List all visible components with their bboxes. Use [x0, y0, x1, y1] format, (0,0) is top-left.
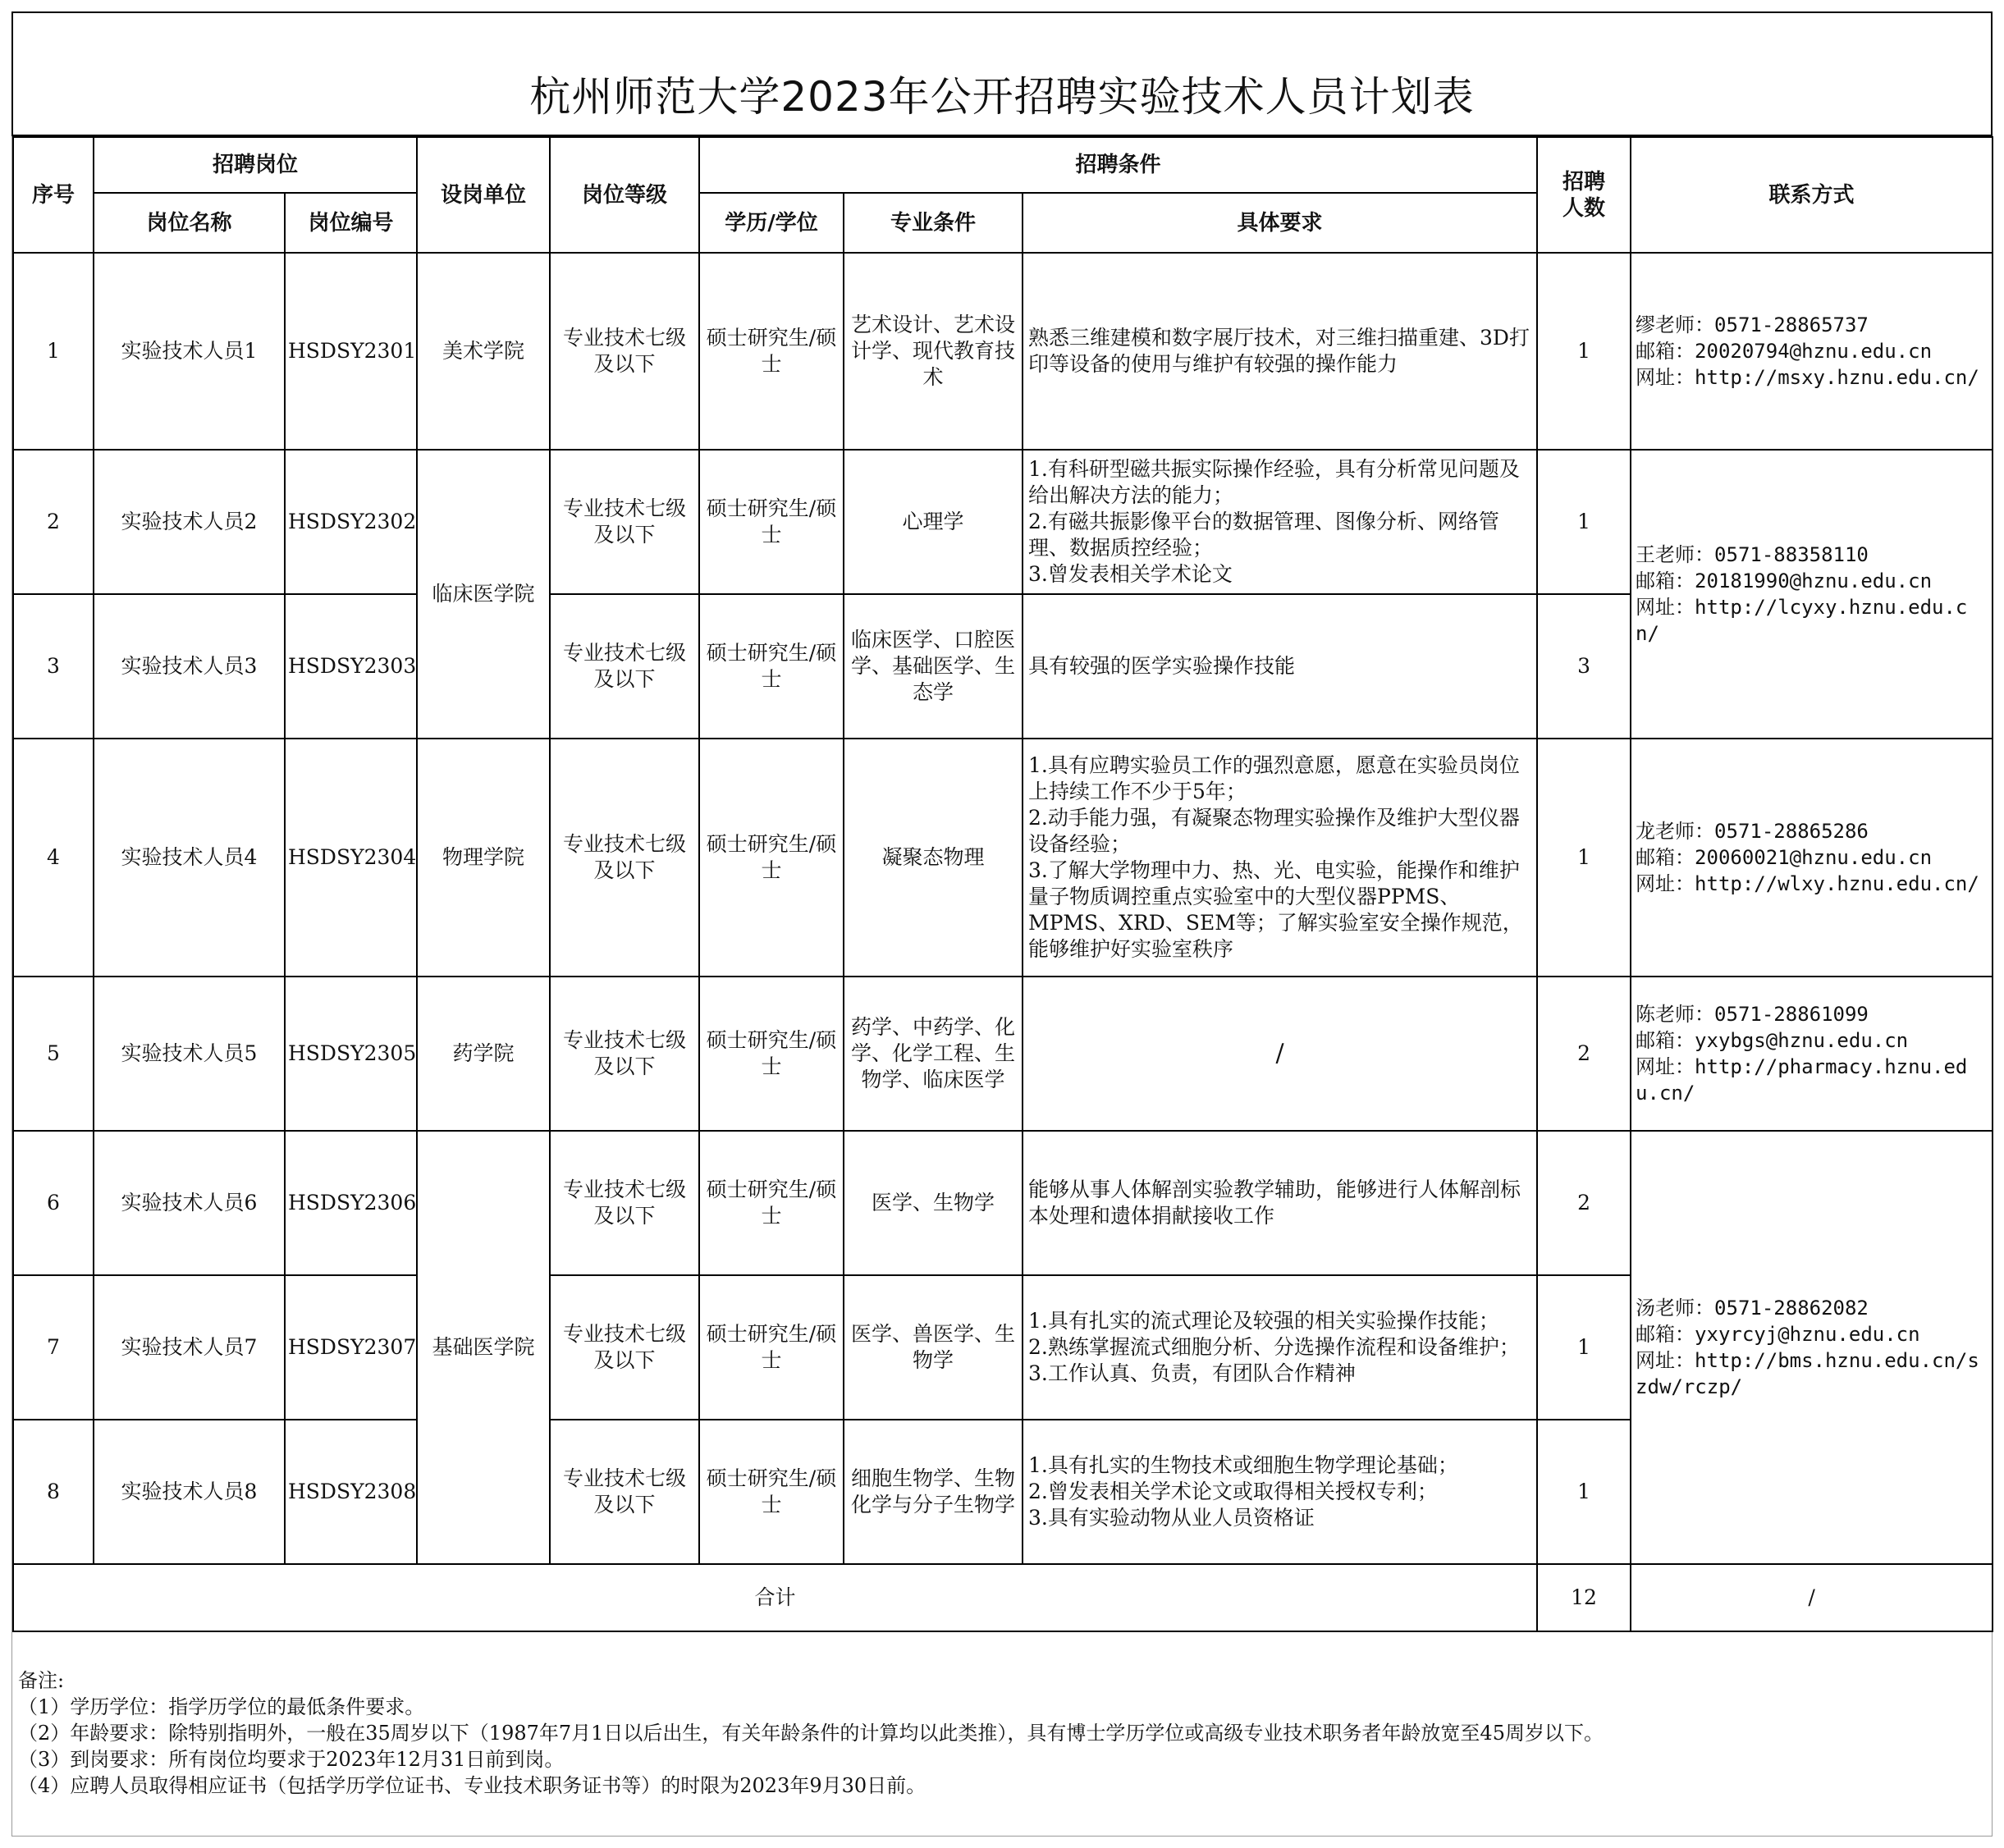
post-code-cell: HSDSY2303: [285, 594, 417, 739]
header-count-line1: 招聘: [1562, 169, 1606, 194]
education-cell: 硕士研究生/硕士: [699, 1275, 844, 1420]
unit-cell: 临床医学院: [417, 450, 550, 739]
header-education: 学历/学位: [699, 193, 844, 253]
recruitment-plan-table: [12, 136, 1993, 1632]
contact-cell: [1631, 1131, 1993, 1564]
requirement-line: 1.具有扎实的流式理论及较强的相关实验操作技能；: [1028, 1309, 1499, 1333]
requirements-cell: [1023, 1131, 1537, 1275]
grade-cell: 专业技术七级及以下: [550, 450, 699, 594]
header-requirements: 具体要求: [1023, 193, 1537, 253]
post-name-cell: 实验技术人员8: [94, 1420, 285, 1564]
header-contact: 联系方式: [1631, 137, 1993, 253]
title-box: [11, 11, 1993, 136]
contact-teacher: 龙老师：0571-28865286: [1636, 820, 1869, 843]
seq-cell: 1: [13, 253, 94, 450]
education-cell: 硕士研究生/硕士: [699, 253, 844, 450]
unit-cell: 药学院: [417, 977, 550, 1131]
notes-section: [18, 1667, 1604, 1799]
major-cell: 药学、中药学、化学、化学工程、生物学、临床医学: [844, 977, 1023, 1131]
post-name-cell: 实验技术人员3: [94, 594, 285, 739]
note-item: （3）到岗要求：所有岗位均要求于2023年12月31日前到岗。: [18, 1748, 565, 1771]
header-post-group: 招聘岗位: [94, 137, 417, 193]
total-count: 12: [1537, 1564, 1631, 1631]
seq-cell: 6: [13, 1131, 94, 1275]
post-name-cell: 实验技术人员5: [94, 977, 285, 1131]
contact-email[interactable]: 邮箱：yxybgs@hznu.edu.cn: [1636, 1029, 1909, 1052]
contact-cell: [1631, 253, 1993, 450]
contact-email[interactable]: 邮箱：20060021@hznu.edu.cn: [1636, 846, 1933, 869]
count-cell: 1: [1537, 253, 1631, 450]
post-code-cell: HSDSY2307: [285, 1275, 417, 1420]
major-cell: 艺术设计、艺术设计学、现代教育技术: [844, 253, 1023, 450]
contact-website[interactable]: 网址：http://msxy.hznu.edu.cn/: [1636, 366, 1979, 389]
header-grade: 岗位等级: [550, 137, 699, 253]
requirement-line: 1.有科研型磁共振实际操作经验，具有分析常见问题及给出解决方法的能力；: [1028, 457, 1520, 507]
contact-email[interactable]: 邮箱：20181990@hznu.edu.cn: [1636, 569, 1933, 592]
contact-cell: [1631, 977, 1993, 1131]
education-cell: 硕士研究生/硕士: [699, 1131, 844, 1275]
contact-website[interactable]: 网址：http://pharmacy.hznu.edu.cn/: [1636, 1055, 1968, 1105]
seq-cell: 7: [13, 1275, 94, 1420]
seq-cell: 2: [13, 450, 94, 594]
notes-heading: 备注:: [18, 1669, 65, 1692]
grade-cell: 专业技术七级及以下: [550, 977, 699, 1131]
count-cell: 2: [1537, 1131, 1631, 1275]
count-cell: 1: [1537, 450, 1631, 594]
table-row: [13, 450, 1993, 594]
post-code-cell: HSDSY2305: [285, 977, 417, 1131]
total-row: [13, 1564, 1993, 1631]
table-row: [13, 977, 1993, 1131]
contact-website[interactable]: 网址：http://lcyxy.hznu.edu.cn/: [1636, 596, 1968, 645]
requirement-line: 2.曾发表相关学术论文或取得相关授权专利；: [1028, 1480, 1438, 1503]
contact-website[interactable]: 网址：http://wlxy.hznu.edu.cn/: [1636, 872, 1979, 895]
contact-teacher: 陈老师：0571-28861099: [1636, 1003, 1869, 1026]
contact-email[interactable]: 邮箱：yxyrcyj@hznu.edu.cn: [1636, 1323, 1920, 1346]
unit-cell: 物理学院: [417, 739, 550, 977]
count-cell: 1: [1537, 739, 1631, 977]
education-cell: 硕士研究生/硕士: [699, 594, 844, 739]
post-code-cell: HSDSY2304: [285, 739, 417, 977]
requirement-line: 2.动手能力强，有凝聚态物理实验操作及维护大型仪器设备经验；: [1028, 806, 1520, 856]
requirement-line: 3.具有实验动物从业人员资格证: [1028, 1506, 1315, 1530]
total-label: 合计: [13, 1564, 1537, 1631]
grade-cell: 专业技术七级及以下: [550, 594, 699, 739]
major-cell: 医学、兽医学、生物学: [844, 1275, 1023, 1420]
major-cell: 凝聚态物理: [844, 739, 1023, 977]
education-cell: 硕士研究生/硕士: [699, 1420, 844, 1564]
contact-teacher: 汤老师：0571-28862082: [1636, 1297, 1869, 1320]
requirement-line: 3.工作认真、负责，有团队合作精神: [1028, 1361, 1356, 1385]
post-code-cell: HSDSY2306: [285, 1131, 417, 1275]
grade-cell: 专业技术七级及以下: [550, 253, 699, 450]
grade-cell: 专业技术七级及以下: [550, 739, 699, 977]
requirement-line: 2.有磁共振影像平台的数据管理、图像分析、网络管理、数据质控经验；: [1028, 510, 1499, 560]
major-cell: 细胞生物学、生物化学与分子生物学: [844, 1420, 1023, 1564]
major-cell: 心理学: [844, 450, 1023, 594]
seq-cell: 3: [13, 594, 94, 739]
header-count-line2: 人数: [1562, 195, 1606, 221]
seq-cell: 4: [13, 739, 94, 977]
major-cell: 临床医学、口腔医学、基础医学、生态学: [844, 594, 1023, 739]
table-row: [13, 739, 1993, 977]
requirement-line: 1.具有应聘实验员工作的强烈意愿，愿意在实验员岗位上持续工作不少于5年；: [1028, 753, 1520, 803]
education-cell: 硕士研究生/硕士: [699, 977, 844, 1131]
note-item: （1）学历学位：指学历学位的最低条件要求。: [18, 1695, 425, 1718]
table-row: [13, 1131, 1993, 1275]
requirements-cell: [1023, 594, 1537, 739]
note-item: （4）应聘人员取得相应证书（包括学历学位证书、专业技术职务证书等）的时限为2023年9月30日前。: [18, 1774, 927, 1797]
note-item: （2）年龄要求：除特别指明外，一般在35周岁以下（1987年7月1日以后出生，有关年龄条件的计算均以此类推），具有博士学历学位或高级专业技术职务者年龄放宽至45周岁以下。: [18, 1722, 1604, 1745]
requirements-cell: [1023, 253, 1537, 450]
requirement-line: 能够从事人体解剖实验教学辅助，能够进行人体解剖标本处理和遗体捐献接收工作: [1028, 1178, 1521, 1228]
requirements-cell: [1023, 739, 1537, 977]
seq-cell: 8: [13, 1420, 94, 1564]
contact-website[interactable]: 网址：http://bms.hznu.edu.cn/szdw/rczp/: [1636, 1349, 1979, 1398]
post-name-cell: 实验技术人员7: [94, 1275, 285, 1420]
seq-cell: 5: [13, 977, 94, 1131]
post-name-cell: 实验技术人员1: [94, 253, 285, 450]
post-name-cell: 实验技术人员4: [94, 739, 285, 977]
header-seq: 序号: [13, 137, 94, 253]
requirement-line: 2.熟练掌握流式细胞分析、分选操作流程和设备维护；: [1028, 1335, 1520, 1359]
contact-email[interactable]: 邮箱：20020794@hznu.edu.cn: [1636, 340, 1933, 363]
education-cell: 硕士研究生/硕士: [699, 739, 844, 977]
post-code-cell: HSDSY2301: [285, 253, 417, 450]
unit-cell: 美术学院: [417, 253, 550, 450]
contact-teacher: 王老师：0571-88358110: [1636, 543, 1869, 566]
header-count: [1537, 137, 1631, 253]
requirement-line: 具有较强的医学实验操作技能: [1028, 654, 1296, 678]
page-title: 杭州师范大学2023年公开招聘实验技术人员计划表: [529, 73, 1475, 121]
header-unit: 设岗单位: [417, 137, 550, 253]
header-post-code: 岗位编号: [285, 193, 417, 253]
requirement-line: 1.具有扎实的生物技术或细胞生物学理论基础；: [1028, 1453, 1458, 1477]
post-code-cell: HSDSY2302: [285, 450, 417, 594]
requirements-cell: /: [1023, 977, 1537, 1131]
header-post-name: 岗位名称: [94, 193, 285, 253]
unit-cell: 基础医学院: [417, 1131, 550, 1564]
count-cell: 1: [1537, 1420, 1631, 1564]
count-cell: 1: [1537, 1275, 1631, 1420]
count-cell: 3: [1537, 594, 1631, 739]
contact-cell: [1631, 450, 1993, 739]
requirement-line: 3.了解大学物理中力、热、光、电实验，能操作和维护量子物质调控重点实验室中的大型仪器PPMS、MPMS、XRD、SEM等；了解实验室安全操作规范，能够维护好实验室秩序: [1028, 858, 1523, 961]
total-contact: /: [1631, 1564, 1993, 1631]
requirement-line: 3.曾发表相关学术论文: [1028, 562, 1233, 586]
contact-teacher: 缪老师：0571-28865737: [1636, 313, 1869, 336]
grade-cell: 专业技术七级及以下: [550, 1131, 699, 1275]
count-cell: 2: [1537, 977, 1631, 1131]
grade-cell: 专业技术七级及以下: [550, 1420, 699, 1564]
requirements-cell: [1023, 1420, 1537, 1564]
header-conditions: 招聘条件: [699, 137, 1537, 193]
post-code-cell: HSDSY2308: [285, 1420, 417, 1564]
table-row: [13, 253, 1993, 450]
contact-cell: [1631, 739, 1993, 977]
requirements-cell: [1023, 450, 1537, 594]
grade-cell: 专业技术七级及以下: [550, 1275, 699, 1420]
requirements-cell: [1023, 1275, 1537, 1420]
post-name-cell: 实验技术人员6: [94, 1131, 285, 1275]
header-major: 专业条件: [844, 193, 1023, 253]
major-cell: 医学、生物学: [844, 1131, 1023, 1275]
header-row-1: [13, 137, 1993, 193]
requirement-line: 熟悉三维建模和数字展厅技术，对三维扫描重建、3D打印等设备的使用与维护有较强的操作能力: [1028, 326, 1530, 376]
post-name-cell: 实验技术人员2: [94, 450, 285, 594]
education-cell: 硕士研究生/硕士: [699, 450, 844, 594]
